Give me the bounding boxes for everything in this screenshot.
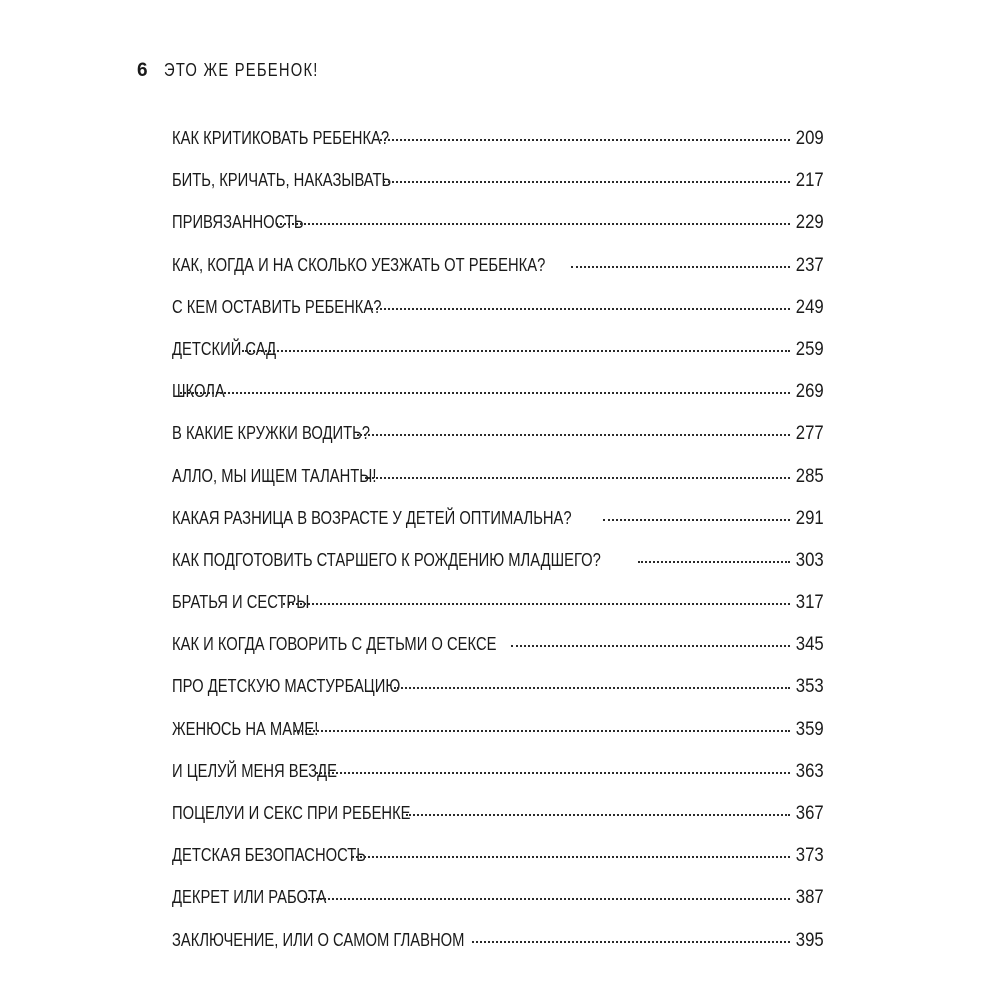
toc-entry-page: 373: [796, 845, 824, 867]
dot-leader: [276, 205, 791, 225]
dot-leader: [365, 459, 791, 479]
toc-entry-title: ЗАКЛЮЧЕНИЕ, ИЛИ О САМОМ ГЛАВНОМ: [172, 929, 465, 950]
toc-entry-page: 217: [796, 170, 824, 192]
dot-leader: [316, 754, 790, 774]
toc-entry-page: 259: [796, 338, 824, 360]
toc-entry-title: И ЦЕЛУЙ МЕНЯ ВЕЗДЕ: [172, 760, 337, 781]
dot-leader: [472, 923, 790, 943]
toc-entry-title: АЛЛО, МЫ ИЩЕМ ТАЛАНТЫ!: [172, 465, 377, 486]
toc-entry: [172, 333, 824, 375]
toc-entry: [172, 291, 824, 333]
dot-leader: [603, 501, 791, 521]
dot-leader: [383, 163, 791, 183]
toc-entry: [172, 755, 824, 797]
toc-entry-page: 249: [796, 296, 824, 318]
dot-leader: [352, 838, 790, 858]
toc-entry-title: ПОЦЕЛУИ И СЕКС ПРИ РЕБЕНКЕ: [172, 803, 411, 823]
toc-entry-page: 291: [796, 507, 824, 529]
toc-entry-title: С КЕМ ОСТАВИТЬ РЕБЕНКА?: [172, 296, 382, 317]
toc-entry-title: КАК ПОДГОТОВИТЬ СТАРШЕГО К РОЖДЕНИЮ МЛАДШЕГО?: [172, 549, 601, 570]
toc-entry: [172, 924, 824, 966]
toc-entry: [172, 375, 824, 417]
dot-leader: [294, 712, 791, 732]
dot-leader: [571, 248, 791, 268]
toc-entry-title: ДЕКРЕТ ИЛИ РАБОТА: [172, 887, 327, 908]
toc-entry-page: 367: [796, 803, 824, 824]
dot-leader: [638, 543, 790, 563]
dot-leader: [406, 796, 790, 816]
toc-entry-page: 237: [796, 254, 824, 276]
toc-entry-title: БИТЬ, КРИЧАТЬ, НАКАЗЫВАТЬ: [172, 170, 392, 191]
toc-entry-title: КАК, КОГДА И НА СКОЛЬКО УЕЗЖАТЬ ОТ РЕБЕНКА?: [172, 254, 546, 275]
toc-entry: [172, 839, 824, 881]
table-of-contents: [172, 122, 824, 966]
toc-entry-page: 387: [796, 887, 824, 909]
toc-entry: [172, 417, 824, 459]
toc-entry: [172, 797, 824, 839]
dot-leader: [371, 290, 791, 310]
toc-entry-title: ДЕТСКАЯ БЕЗОПАСНОСТЬ: [172, 845, 366, 866]
toc-entry: [172, 164, 824, 206]
toc-entry-title: КАКАЯ РАЗНИЦА В ВОЗРАСТЕ У ДЕТЕЙ ОПТИМАЛЬНА?: [172, 507, 572, 528]
toc-entry-page: 209: [796, 128, 824, 149]
dot-leader: [511, 627, 790, 647]
toc-entry-title: ПРО ДЕТСКУЮ МАСТУРБАЦИЮ: [172, 676, 401, 697]
dot-leader: [380, 121, 790, 141]
dot-leader: [357, 416, 791, 436]
dot-leader: [242, 332, 790, 352]
dot-leader: [180, 374, 791, 394]
toc-entry-title: ПРИВЯЗАННОСТЬ: [172, 212, 304, 233]
toc-entry-title: КАК КРИТИКОВАТЬ РЕБЕНКА?: [172, 128, 390, 148]
toc-entry: [172, 586, 824, 628]
toc-entry-page: 353: [796, 676, 824, 698]
toc-entry-page: 303: [796, 549, 824, 571]
toc-entry-title: ЖЕНЮСЬ НА МАМЕ!: [172, 718, 319, 739]
toc-entry: [172, 881, 824, 923]
toc-entry-title: КАК И КОГДА ГОВОРИТЬ С ДЕТЬМИ О СЕКСЕ: [172, 634, 497, 655]
toc-entry-page: 277: [796, 423, 824, 445]
toc-entry-title: БРАТЬЯ И СЕСТРЫ: [172, 592, 310, 613]
toc-entry-page: 345: [796, 634, 824, 656]
toc-entry: [172, 460, 824, 502]
toc-entry: [172, 122, 824, 164]
toc-entry-page: 317: [796, 592, 824, 614]
dot-leader: [304, 880, 791, 900]
toc-entry-page: 359: [796, 718, 824, 740]
toc-entry: [172, 670, 824, 712]
toc-entry-page: 229: [796, 212, 824, 234]
dot-leader: [394, 669, 791, 689]
toc-entry: [172, 544, 824, 586]
page-number: 6: [137, 60, 148, 81]
book-title: ЭТО ЖЕ РЕБЕНОК!: [163, 60, 319, 80]
toc-entry-page: 285: [796, 465, 824, 487]
running-head: [137, 60, 352, 90]
toc-entry: [172, 502, 824, 544]
toc-entry-title: В КАКИЕ КРУЖКИ ВОДИТЬ?: [172, 423, 371, 444]
toc-entry: [172, 249, 824, 291]
toc-entry-page: 363: [796, 760, 824, 782]
toc-entry-title: ДЕТСКИЙ САД: [172, 338, 277, 359]
toc-entry-page: 269: [796, 381, 824, 403]
toc-entry: [172, 206, 824, 248]
toc-entry-title: ШКОЛА: [172, 381, 225, 402]
toc-entry: [172, 713, 824, 755]
toc-entry: [172, 628, 824, 670]
toc-entry-page: 395: [796, 929, 824, 951]
dot-leader: [283, 585, 790, 605]
